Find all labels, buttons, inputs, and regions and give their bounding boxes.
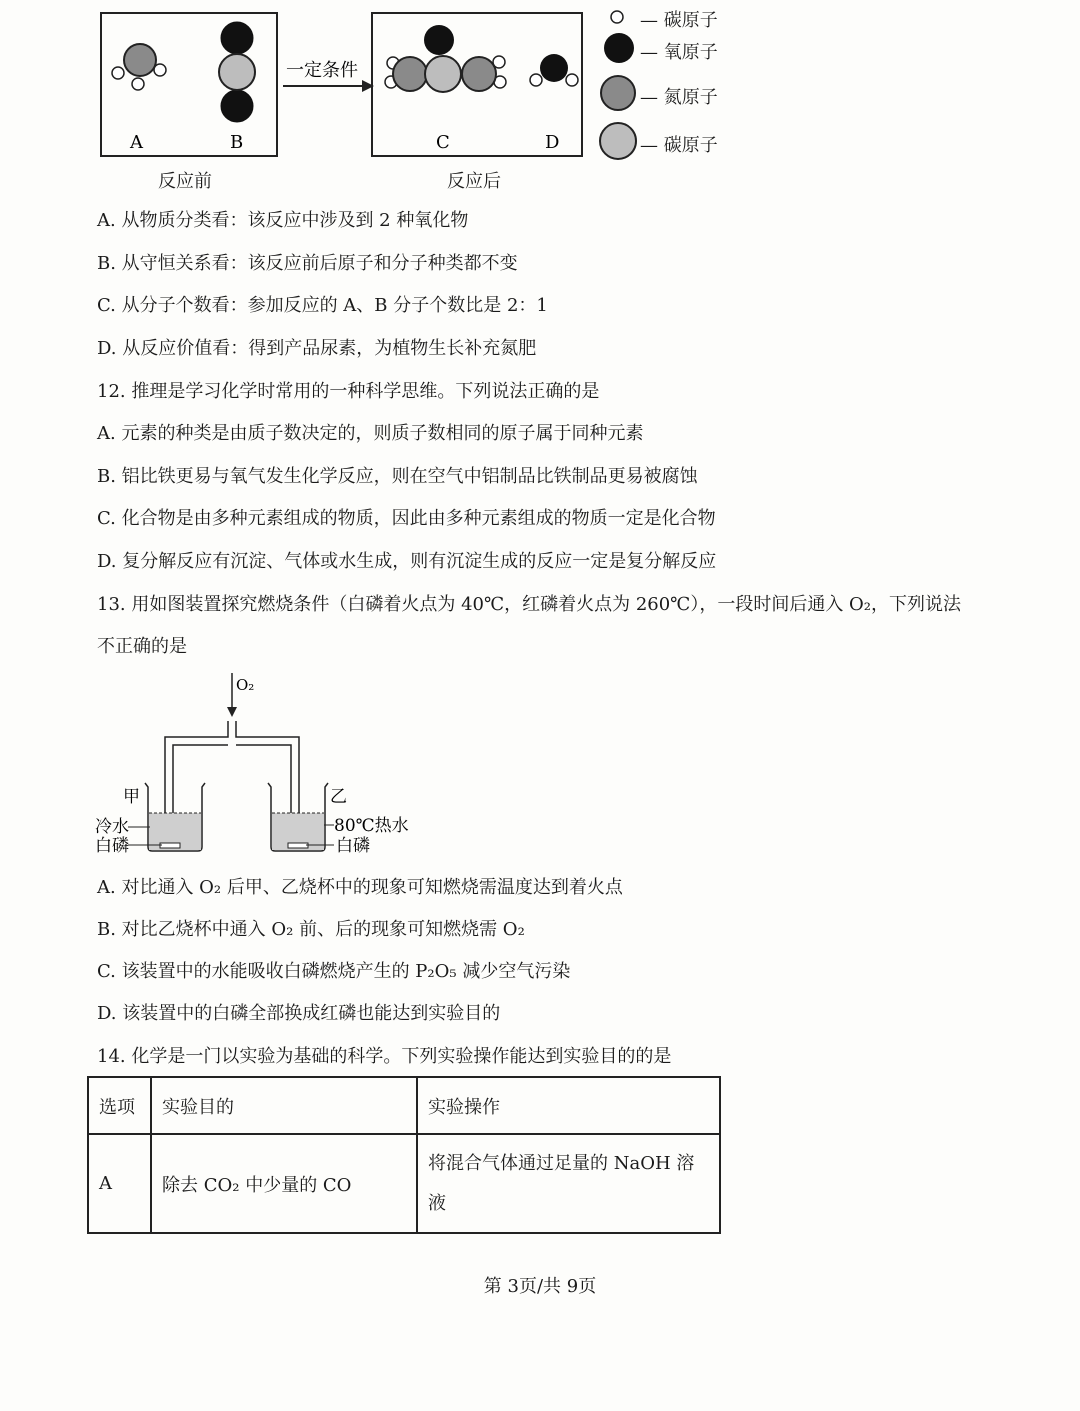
beaker-yi-label: 乙 [330, 787, 347, 807]
q12-option-b: B. 铝比铁更易与氧气发生化学反应，则在空气中铝制品比铁制品更易被腐蚀 [97, 466, 698, 487]
row-a-operation-line1: 将混合气体通过足量的 NaOH 溶 [428, 1152, 695, 1174]
legend-black-atom-icon [604, 33, 634, 63]
header-option: 选项 [88, 1077, 151, 1134]
q14-table [87, 1076, 721, 1234]
combustion-apparatus [90, 665, 430, 865]
molecule-b [219, 22, 255, 122]
q13-stem-line1: 13. 用如图装置探究燃烧条件（白磷着火点为 40℃，红磷着火点为 260℃），一段时间后通入 O₂，下列说法 [97, 594, 962, 615]
row-a-operation-line2: 液 [428, 1192, 446, 1214]
label-c: C [436, 132, 450, 153]
q13-option-d: D. 该装置中的白磷全部换成红磷也能达到实验目的 [97, 1003, 501, 1024]
table-row [88, 1134, 720, 1233]
label-a: A [130, 132, 143, 153]
q11-option-b: B. 从守恒关系看：该反应前后原子和分子种类都不变 [97, 253, 518, 274]
beaker-left [145, 783, 205, 851]
before-caption: 反应前 [158, 171, 212, 192]
beaker-right [268, 783, 328, 851]
legend-white-atom-icon [611, 11, 623, 23]
white-phosphorus-left-label: 白磷 [95, 836, 129, 856]
arrow-label: 一定条件 [286, 60, 358, 81]
legend-dark-grey-atom-icon [601, 76, 635, 110]
white-phosphorus-right-label: 白磷 [336, 836, 370, 856]
q11-option-c: C. 从分子个数看：参加反应的 A、B 分子个数比是 2：1 [97, 295, 548, 316]
legend-light-grey-atom-icon [600, 123, 636, 159]
after-caption: 反应后 [447, 171, 501, 192]
hot-water-label: 80℃热水 [334, 816, 409, 836]
q14-stem: 14. 化学是一门以实验为基础的科学。下列实验操作能达到实验目的的是 [97, 1046, 672, 1067]
molecule-d [530, 54, 578, 86]
gas-label: O₂ [236, 676, 255, 694]
header-purpose: 实验目的 [151, 1077, 417, 1134]
label-b: B [230, 132, 244, 153]
row-a-purpose: 除去 CO₂ 中少量的 CO [151, 1134, 417, 1233]
molecule-a [112, 44, 166, 90]
cold-water-label: 冷水 [95, 817, 129, 837]
molecule-c [385, 25, 506, 92]
beaker-jia-label: 甲 [123, 787, 140, 807]
q13-option-b: B. 对比乙烧杯中通入 O₂ 前、后的现象可知燃烧需 O₂ [97, 919, 525, 940]
label-d: D [545, 132, 560, 153]
row-a-option: A [88, 1134, 151, 1233]
q11-option-d: D. 从反应价值看：得到产品尿素，为植物生长补充氮肥 [97, 338, 537, 359]
o2-arrow-icon [227, 707, 237, 717]
legend-4: — 碳原子 [640, 135, 718, 156]
q13-stem-line2: 不正确的是 [97, 636, 187, 657]
q12-option-a: A. 元素的种类是由质子数决定的，则质子数相同的原子属于同种元素 [97, 423, 644, 444]
page-footer: 第 3页/共 9页 [483, 1276, 597, 1297]
row-a-operation [417, 1134, 720, 1233]
legend-1: — 碳原子 [640, 10, 718, 31]
q11-option-a: A. 从物质分类看：该反应中涉及到 2 种氧化物 [97, 210, 469, 231]
legend-2: — 氧原子 [640, 42, 718, 63]
header-operation: 实验操作 [417, 1077, 720, 1134]
legend-3: — 氮原子 [640, 87, 718, 108]
q12-option-d: D. 复分解反应有沉淀、气体或水生成，则有沉淀生成的反应一定是复分解反应 [97, 551, 717, 572]
q12-stem: 12. 推理是学习化学时常用的一种科学思维。下列说法正确的是 [97, 381, 600, 402]
q13-option-c: C. 该装置中的水能吸收白磷燃烧产生的 P₂O₅ 减少空气污染 [97, 961, 571, 982]
q12-option-c: C. 化合物是由多种元素组成的物质，因此由多种元素组成的物质一定是化合物 [97, 508, 716, 529]
q13-option-a: A. 对比通入 O₂ 后甲、乙烧杯中的现象可知燃烧需温度达到着火点 [97, 877, 623, 898]
table-header-row [88, 1077, 720, 1134]
